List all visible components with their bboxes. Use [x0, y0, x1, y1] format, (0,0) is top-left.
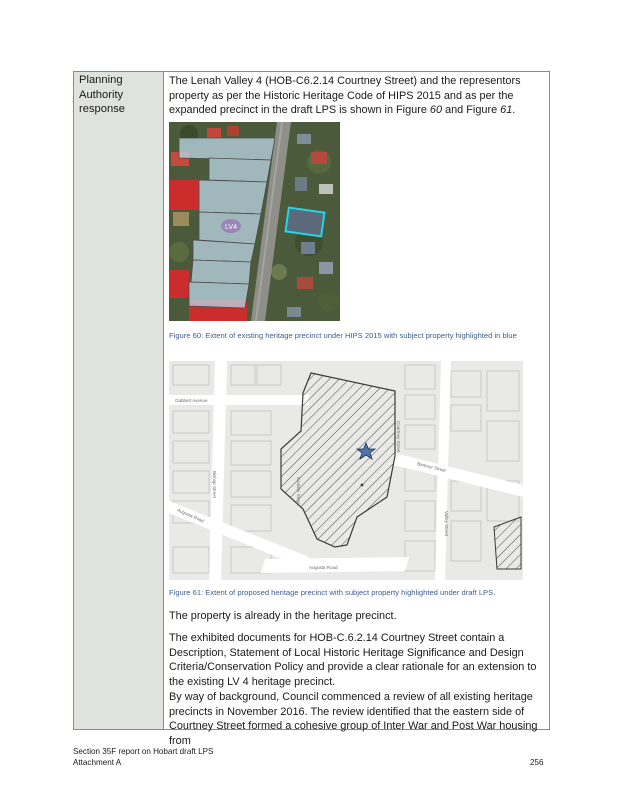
page-number: 256 [530, 758, 544, 767]
street-label-boulder: Boulder Street [296, 477, 301, 506]
figure-60-aerial-map [169, 122, 340, 321]
figure-61-street-map [169, 361, 523, 580]
label-column [74, 72, 164, 729]
street-label-valley: Valley Street [444, 511, 449, 537]
street-label-barbour: Barbour Street [416, 461, 447, 474]
paragraph-2: The exhibited documents for HOB-C.6.2.14 Courtney Street contain a Description, Statement of Local Historic Heritage Significance and Design Criteria/Conservation Policy and provide a clear rationale for an extension to the existing LV 4 heritage precinct. [169, 632, 537, 688]
response-table [73, 71, 550, 747]
street-label-augusta-west: Augusta Road [176, 507, 205, 524]
figure-60-caption: Figure 60: Extent of existing heritage precinct under HIPS 2015 with subject property highlighted in blue [169, 331, 517, 340]
footer-report-title: Section 35F report on Hobart draft LPS [73, 747, 214, 756]
page-footer [73, 746, 213, 769]
response-column [169, 72, 547, 747]
intro-paragraph: The Lenah Valley 4 (HOB-C6.2.14 Courtney Street) and the representors property as per the Historic Heritage Code of HIPS 2015 and as per the expanded precinct in the draft LPS is shown in Figure 60 and Figure 61. [169, 75, 521, 117]
street-label-gabbert: Gabbert Avenue [175, 398, 208, 403]
street-label-augusta-south: Augusta Road [309, 565, 338, 570]
lv4-map-label: LV4 [225, 224, 237, 231]
figure-61-caption: Figure 61: Extent of proposed heritage precinct with subject property highlighted under draft LPS. [169, 588, 496, 597]
street-label-bishop: Bishop Street [212, 471, 217, 499]
paragraph-3: By way of background, Council commenced a review of all existing heritage precincts in November 2016. The review identified that the eastern side of Courtney Street formed a cohesive group of Inter War and Post War housing from [169, 691, 538, 747]
footer-attachment: Attachment A [73, 758, 122, 768]
row-label: Planning Authority response [79, 74, 126, 116]
paragraph-1: The property is already in the heritage precinct. [169, 610, 397, 622]
street-label-courtney: Courtney Street [396, 421, 401, 453]
